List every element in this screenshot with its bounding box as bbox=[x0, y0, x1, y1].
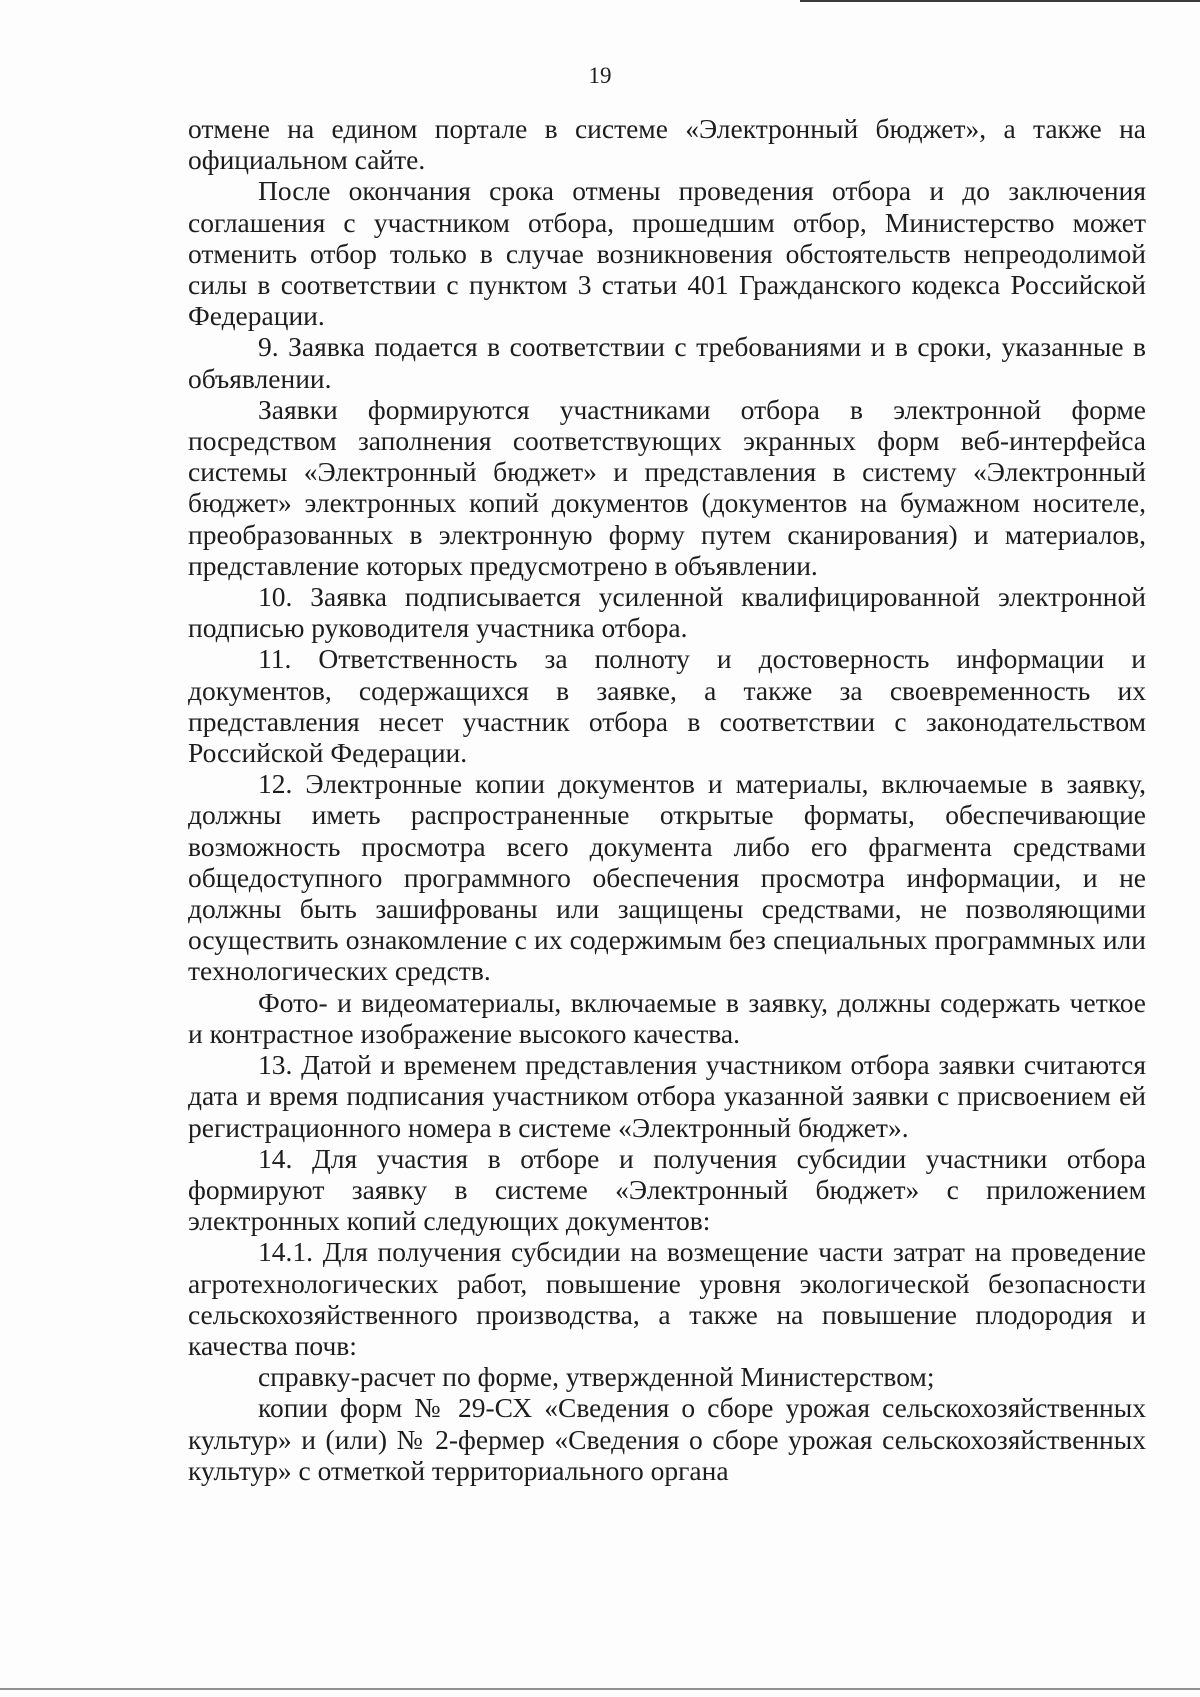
paragraph: 12. Электронные копии документов и материалы, включаемые в заявку, должны иметь распространенные открытые форматы, обеспечивающие возможность просмотра всего документа либо его фрагмента средствами общедоступного программного обеспечения просмотра информации, и не должны быть зашифрованы или защищены средствами, не позволяющими осуществить ознакомление с их содержимым без специальных программных или технологических средств. bbox=[188, 768, 1146, 987]
paragraph: 14. Для участия в отборе и получения субсидии участники отбора формируют заявку в системе «Электронный бюджет» с приложением электронных копий следующих документов: bbox=[188, 1142, 1146, 1237]
paragraph: отмене на едином портале в системе «Электронный бюджет», а также на официальном сайте. bbox=[188, 113, 1146, 176]
paragraph: 9. Заявка подается в соответствии с требованиями и в сроки, указанные в объявлении. bbox=[188, 331, 1146, 394]
scan-edge-top bbox=[800, 0, 1200, 2]
paragraph: 11. Ответственность за полноту и достоверность информации и документов, содержащихся в заявке, а также за своевременность их представления несет участник отбора в соответствии с законодательством Российской Федерации. bbox=[188, 643, 1146, 769]
document-body bbox=[188, 113, 1146, 1486]
paragraph: 14.1. Для получения субсидии на возмещение части затрат на проведение агротехнологических работ, повышение уровня экологической безопасности сельскохозяйственного производства, а также на повышение плодородия и качества почв: bbox=[188, 1236, 1146, 1361]
paragraph: справку-расчет по форме, утвержденной Министерством; bbox=[258, 1361, 935, 1393]
paragraph: 13. Датой и временем представления участником отбора заявки считаются дата и время подписания участником отбора указанной заявки с присвоением ей регистрационного номера в системе «Электронный бюджет». bbox=[188, 1049, 1146, 1143]
page-number: 19 bbox=[588, 63, 612, 88]
paragraph: 10. Заявка подписывается усиленной квалифицированной электронной подписью руководителя участника отбора. bbox=[188, 581, 1146, 644]
paragraph: копии форм № 29-СХ «Сведения о сборе урожая сельскохозяйственных культур» и (или) № 2-фермер «Сведения о сборе урожая сельскохозяйственных культур» с отметкой территориального органа bbox=[188, 1392, 1146, 1486]
scan-edge-bottom bbox=[0, 1688, 1200, 1690]
paragraph: После окончания срока отмены проведения отбора и до заключения соглашения с участником отбора, прошедшим отбор, Министерство может отменить отбор только в случае возникновения обстоятельств непреодолимой силы в соответствии с пунктом 3 статьи 401 Гражданского кодекса Российской Федерации. bbox=[188, 175, 1146, 332]
paragraph: Фото- и видеоматериалы, включаемые в заявку, должны содержать четкое и контрастное изображение высокого качества. bbox=[188, 986, 1146, 1049]
paragraph: Заявки формируются участниками отбора в электронной форме посредством заполнения соответствующих экранных форм веб-интерфейса системы «Электронный бюджет» и представления в систему «Электронный бюджет» электронных копий документов (документов на бумажном носителе, преобразованных в электронную форму путем сканирования) и материалов, представление которых предусмотрено в объявлении. bbox=[188, 393, 1146, 581]
